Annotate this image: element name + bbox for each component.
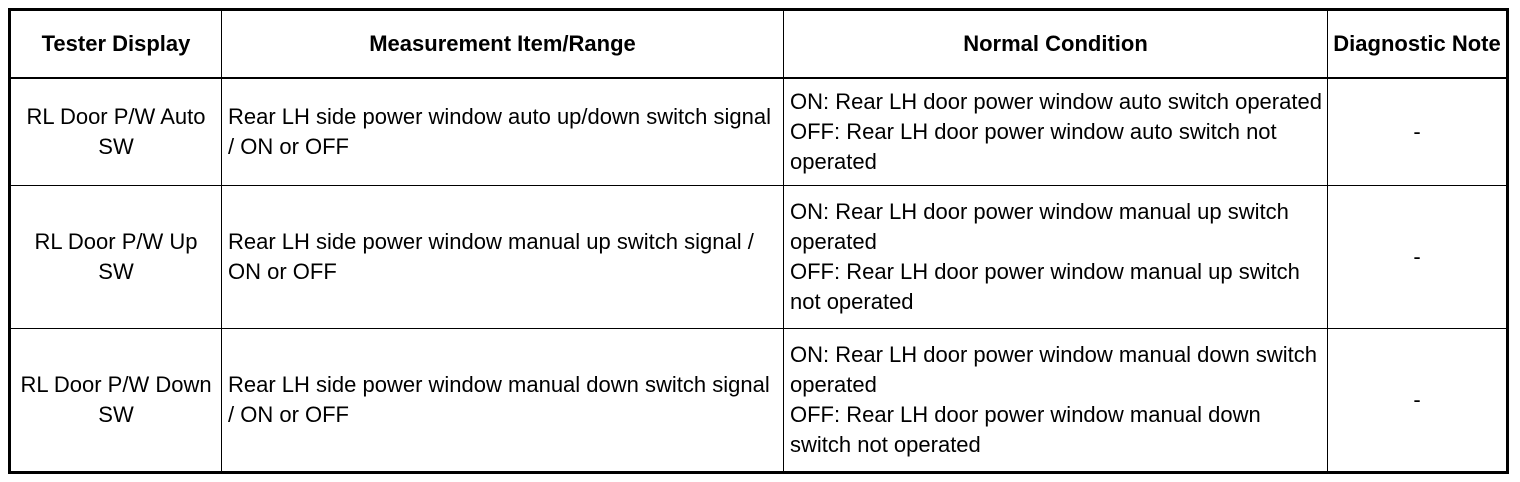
condition-off-text: OFF: Rear LH door power window manual down switch not operated (790, 402, 1261, 458)
header-normal-condition: Normal Condition (784, 10, 1328, 79)
diagnostic-note-cell: - (1328, 186, 1508, 329)
measurement-cell: Rear LH side power window manual up switch signal / ON or OFF (222, 186, 784, 329)
diagnostic-note-cell: - (1328, 329, 1508, 473)
diagnostic-note-cell: - (1328, 78, 1508, 186)
tester-display-cell: RL Door P/W Up SW (10, 186, 222, 329)
normal-condition-cell (784, 186, 1328, 329)
measurement-cell: Rear LH side power window manual down switch signal / ON or OFF (222, 329, 784, 473)
tester-display-cell: RL Door P/W Auto SW (10, 78, 222, 186)
header-tester-display: Tester Display (10, 10, 222, 79)
measurement-cell: Rear LH side power window auto up/down switch signal / ON or OFF (222, 78, 784, 186)
condition-on-text: ON: Rear LH door power window manual up switch operated (790, 199, 1289, 255)
header-diagnostic-note: Diagnostic Note (1328, 10, 1508, 79)
table-row (10, 78, 1508, 186)
condition-off-text: OFF: Rear LH door power window manual up switch not operated (790, 259, 1300, 315)
tester-display-cell: RL Door P/W Down SW (10, 329, 222, 473)
condition-off-text: OFF: Rear LH door power window auto switch not operated (790, 119, 1277, 175)
condition-on-text: ON: Rear LH door power window auto switch operated (790, 89, 1322, 115)
table-row (10, 329, 1508, 473)
table-row (10, 186, 1508, 329)
header-measurement-item: Measurement Item/Range (222, 10, 784, 79)
condition-on-text: ON: Rear LH door power window manual down switch operated (790, 342, 1318, 398)
table-header-row (10, 10, 1508, 79)
normal-condition-cell (784, 78, 1328, 186)
normal-condition-cell (784, 329, 1328, 473)
diagnostic-data-table (8, 8, 1509, 474)
